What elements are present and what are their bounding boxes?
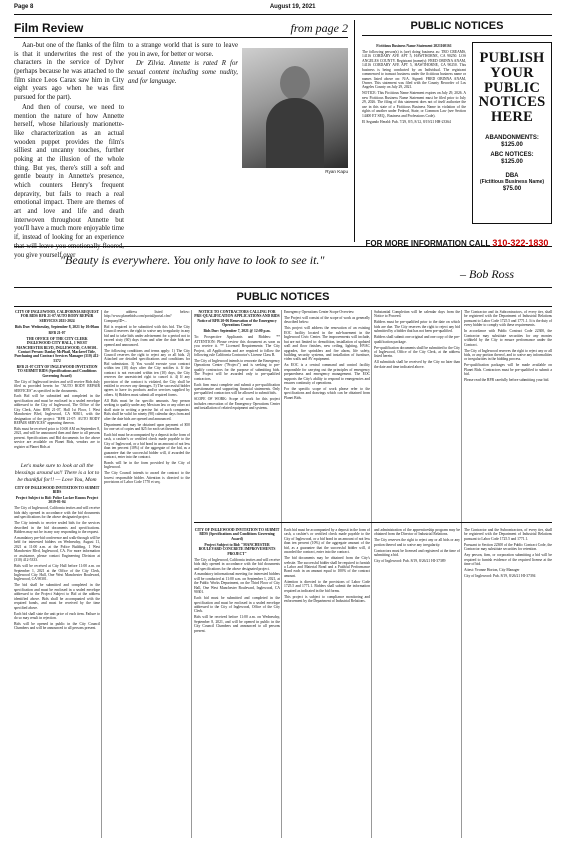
notice-line: Project Subject to Bid: "MANCHESTER BOULEVARD CONCRETE IMPROVEMENTS PROJECT" xyxy=(198,542,276,556)
notice-body: To: Prospective Applicants and Bidders: ** ATTENTION: Please review this document as soon as you receive it. ** Licensed Requirements: The City Project, all Applications and are required to follow the following rule California Contractor's License Class B. xyxy=(194,335,280,357)
film-review-paragraph: Aan-but one of the flanks of the film is that it underwrites the rest of the characters in the service of Dylver (perhaps because he was attached to the film since Leos Carax saw him in City eight years ago when he was first pursued for the part). xyxy=(14,42,124,102)
notice-body: In accordance with Public Contract Code 22300, the Contractor may substitute securities for any monies withheld by the City to ensure performance under the Contract. xyxy=(464,329,552,347)
dba-sub: (Fictitious Business Name) xyxy=(479,178,545,185)
fbn-notice xyxy=(362,44,466,125)
notice-body: The City intends to receive sealed bids for the services described in the bid documents and specifications. Bidders may not be in any way responding to the request. xyxy=(14,521,100,535)
notice-body: Each bid shall state the unit price of each item. Failure to do so may result in rejection. xyxy=(14,611,100,620)
page-number: Page 8 xyxy=(14,4,34,10)
film-review-heading xyxy=(14,20,348,38)
notice-body: The Contractor and the Subcontractors, of every tier, shall be registered with the Department of Industrial Relations pursuant to Labor Code 1725.5 and 1771.1. xyxy=(464,528,552,541)
notice-body: A mandatory informational meeting for interested bidders will be conducted at 11:00 a.m. on September 1, 2021, at the Public Works Department, on the Third Floor of City Hall, One West Manchester Boulevard, Inglewood, CA 90301. xyxy=(194,572,280,595)
call-phone[interactable]: 310-322-1830 xyxy=(492,238,549,248)
notice-column-6 xyxy=(464,310,552,520)
notice-body: Each firm must complete and submit a pre-qualification questionnaire and supporting financial statements. Only pre-qualified contractors will be allowed to submit bids. xyxy=(194,382,280,396)
film-review-column-1 xyxy=(14,42,124,261)
notice-body: Emergency Operations Center Scope Overview xyxy=(284,310,354,314)
notice-line: Bids Due: September 7, 2021 @ 12:00 p.m. xyxy=(203,329,271,334)
column-separator xyxy=(281,310,282,838)
film-review-title: Film Review xyxy=(14,21,84,35)
ad-headline-line: NOTICES xyxy=(478,94,546,111)
notice-body: The City Council intends to award the contract to the lowest responsible bidder. Attention is directed to the provisions of Labor Code 1770 et seq. xyxy=(104,471,190,485)
notice-body: The Project will consist of the scope of work as generally described below: xyxy=(284,315,370,325)
ad-headline xyxy=(473,51,551,125)
notice-heading: Fictitious Business Name Statement 2021160161 xyxy=(376,44,452,48)
notice-body: Pre-qualification packages will be made available on Planet Bids. Contractors must be pre-qualified to submit a bid. xyxy=(464,363,552,377)
notice-body: The City reserves the right to reject any or all bids or any portion thereof and to waive any irregularity. xyxy=(374,538,460,547)
notice-pub: City of Inglewood: Pub. 8/19, 8/26/21 HI-37394 xyxy=(464,573,536,578)
notice-pub: El Segundo Herald: Pub. 7/29, 8/5, 8/12, 8/19/21 HH-23364 xyxy=(362,119,451,124)
notice-body: All Bids must be for specific amounts. Any person seeking to qualify under any Mexican law or any other act shall state in writing a precise list of such companies. Bids shall be valid for ninety (90) calendar days from and after the date bids are opened and announced. xyxy=(104,398,190,421)
notice-body: Bidders must be pre-qualified prior to the date on which bids are due. The City reserves the right to reject any bid submitted by a bidder that has not been pre-qualified. xyxy=(374,320,460,334)
notice-pub: City of Inglewood: Pub. 8/19, 8/26/21 HI-37389 xyxy=(374,559,446,564)
notice-line: THE OFFICE OF THE CITY CLERK INGLEWOOD CITY HALL, 1 WEST MANCHESTER BLVD, INGLEWOOD, CA 90301. Contact Person: Danlay McPhail, Mackerel Title, Purchasing and Contract Services Manager (310) 412-5372 xyxy=(14,336,100,363)
notice-body: Bids will be received at City Hall before 11:00 a.m. on September 1, 2021 at the Office of the City Clerk, Inglewood City Hall, One West Manchester Boulevard, Inglewood, CA 90301. xyxy=(14,564,100,582)
notice-body: NOTICE: This Fictitious Name Statement expires on July 29, 2026. A new Fictitious Business Name Statement must be filed prior to July 29, 2026. The filing of this statement does not of itself authorize the use in this state of a Fictitious Business Name in violation of the rights of another under Federal, State, or Common Law (see Section 14400 ET SEQ., Business and Professions Code). xyxy=(362,91,466,118)
dba-label: DBA xyxy=(505,172,519,179)
quote-author: – Bob Ross xyxy=(460,267,514,281)
notice-column-4 xyxy=(284,310,370,520)
notice-body: A mandatory pre-bid conference and walk-through will be held for interested bidders on Wednesday, August 11, 2021 at 11:00 a.m. at the Police Building, 1 West Manchester Blvd, Inglewood, CA. For more information or assistance, please contact Engineering Division at (310) 412-5333. xyxy=(14,536,100,563)
dba-price: $75.00 xyxy=(502,185,522,192)
notice-body: Each Bid will be submitted and completed in the specification and must be enclosed in a sealed envelope addressed to the City of Inglewood, The Office of the City Clerk, Attn: RFB 21-07, Hall 1st Floor, 1 West Manchester Blvd, Inglewood, CA 90301, with the designation of the project: "RFB 21-07: AUTO BODY REPAIR SERVICES" appearing thereon. xyxy=(14,394,100,426)
notice-body: This project is subject to compliance monitoring and enforcement by the Department of Industrial Relations. xyxy=(284,594,370,604)
reviewer-photo xyxy=(242,48,348,168)
notice-body: This project will address the renovation of an existing EOC facility located in the sub-basement in the Inglewood Civic Center. The improvements will include, but are not limited to: demolition, installation of updated wall and floor finishes, new ceiling, lighting, HVAC upgrades, fire sprinklers and fire alarm, life safety, building security systems, and installation of furniture, video walls and AV equipment. xyxy=(284,326,370,362)
film-review-column-2 xyxy=(128,42,238,87)
notice-body: Bidders shall submit one original and one copy of the pre-qualification package. xyxy=(374,335,460,344)
notice-body: Please read the RFB carefully before submitting your bid. xyxy=(464,378,550,383)
abc-price: $125.00 xyxy=(501,158,523,165)
notice-heading: NOTICE TO CONTRACTORS CALLING FOR PRE-QUALIFICATION APPLICATIONS AND BIDS Notice of RFB 20-06 Renovation of the Emergency Operations Center xyxy=(194,310,280,328)
notice-body: Each bid must be accompanied by a deposit in the form of cash, a cashier's or certified check made payable to the City of Inglewood, or a bid bond in an amount of not less than ten percent (10%) of the aggregate of the bid, as a guarantee that the successful bidder will, if awarded the contract, enter into the contract. xyxy=(104,432,190,460)
lower-notice-column-1 xyxy=(194,528,280,838)
notice-divider xyxy=(194,522,552,523)
notice-body: The bid documents may be obtained from the City's website. The successful bidder shall be required to furnish a Labor and Material Bond and a Faithful Performance Bond each in an amount equal to 100% of the contract amount. xyxy=(284,556,370,578)
notice-body: All submittals shall be received by the City no later than the date and time indicated above. xyxy=(374,360,460,369)
ad-headline-line: PUBLISH xyxy=(479,50,545,66)
ad-headline-line: PUBLIC xyxy=(484,79,540,96)
notice-body: The bid shall be submitted and completed in the specification and must be enclosed in a sealed envelope addressed to the Project Subject to Bid at the address identified above. Bids shall be accompanied with the required bonds, and must be received by the time specified above. xyxy=(14,583,100,610)
notice-body: The City of Inglewood reserves the right to reject any or all bids, or any portion thereof, and to waive any informalities or irregularities in the bidding process. xyxy=(464,348,552,362)
notice-body: The City of Inglewood intends to renovate the Emergency Operations Center ("Project") and is seeking to pre-qualify contractors for the purpose of submitting bids. The Project will be awarded only to pre-qualified contractors. xyxy=(194,358,280,381)
ad-headline-line: YOUR xyxy=(490,64,534,81)
notice-line: Project Subject to Bid: Police Locker Rooms Project 2019-01-04 xyxy=(15,496,99,505)
notice-heading: CITY OF INGLEWOOD, CALIFORNIA REQUEST FOR BIDS RFB 21-07 AUTO BODY REPAIR SERVICES 2021-2024 xyxy=(15,310,99,323)
notice-body: Attest: Yvonne Horton, City Manager xyxy=(464,568,520,572)
notice-body: Attention is directed to the provisions of Labor Code 1725.5 and 1771.1. Bidders shall submit the information required as indicated in the bid forms. xyxy=(284,579,370,593)
notice-column-3 xyxy=(194,310,280,520)
abandonments-price: $125.00 xyxy=(501,141,523,148)
notice-body: An EOC is a central command and control facility responsible for carrying out the principles of emergency preparedness and emergency management. The EOC supports the City's ability to respond to emergencies and ensures continuity of operations. xyxy=(284,363,370,386)
abandonments-label: ABANDONMENTS: xyxy=(485,134,539,141)
notice-body: and administration of the apprenticeship program may be obtained from the Director of Industrial Relations. xyxy=(374,528,460,537)
lower-notice-column-2 xyxy=(284,528,370,838)
notice-body: Bids will be opened in public in the City Council Chambers and will be announced to all persons present. xyxy=(14,621,100,631)
thankful-caption: Let's make sure to look at all the blessings around us!! There is a lot to be thankful for!! — Love You, Mom xyxy=(14,463,100,484)
notice-body: The City of Inglewood, California invites and will receive bids duly opened in accordance with the bid documents and specifications for the above designated project. xyxy=(194,557,280,571)
film-review-continued: from page 2 xyxy=(290,21,348,35)
notice-body: The City of Inglewood, California invites and will receive bids duly opened in accordance with the bid documents and specifications for the above designated project. xyxy=(14,506,100,520)
notice-body: Substantial Completion will be calendar days from the Notice to Proceed. xyxy=(374,310,460,319)
public-notices-top xyxy=(362,20,552,248)
notice-body: Any person, firm, or corporation submitting a bid will be required to furnish evidence of the required license at the time of bid. xyxy=(464,553,552,567)
column-separator xyxy=(101,310,102,838)
notice-body: The Contractor and its Subcontractors, of every tier, shall be registered with the Department of Industrial Relations pursuant to Labor Code 1725.5 and 1771.1. It is the duty of every bidder to comply with these requirements. xyxy=(464,310,552,328)
public-notices-title: PUBLIC NOTICES xyxy=(362,20,552,36)
film-review-paragraph: And then of course, we need to mention the nature of how Annette herself, whose hilariously marionette-like characterization as an actual wooden puppet provides the film's silliest and uncanny touches, further poking at the illusion of the whole thing. But yes, there's still a soft and gentle beauty in Annette's presence, which counters Henry's frequent depravity, but fails to reach a real emotional impact. There are themes of art and love and life and death interwoven throughout Annette but you'll have a much more enjoyable time if, instead of looking for an experience that will leave you emotionally floored, you give yourself over xyxy=(14,103,124,259)
issue-date: August 19, 2021 xyxy=(269,4,316,10)
column-separator xyxy=(461,310,462,838)
lower-notice-column-4 xyxy=(464,528,552,838)
notice-column-2 xyxy=(104,310,190,838)
notice-body: Contractors must be licensed and registered at the time of submitting a bid. xyxy=(374,548,460,558)
notice-body: Department and may be obtained upon payment of $50 for one set of copies and $25 for each set thereafter. xyxy=(104,422,190,431)
abc-label: ABC NOTICES: xyxy=(490,151,534,158)
notice-line: RFB 21-07 xyxy=(48,330,66,335)
publish-notices-ad xyxy=(472,42,552,224)
notice-body: Each bid must be accompanied by a deposit in the form of cash, a cashier's or certified check made payable to the City of Inglewood, or a bid bond in an amount of not less than ten percent (10%) of the aggregate amount of the bid, as a guarantee that the successful bidder will, if awarded the contract, enter into the contract. xyxy=(284,528,370,555)
notice-heading: CITY OF INGLEWOOD INVITATION TO SUBMIT BIDS xyxy=(14,485,100,495)
film-review-paragraph: to a strange world that is sure to leave you in awe, for better or worse. xyxy=(128,42,238,58)
notice-body[interactable]: the address listed below: http://www.planetbids.com/portal/portal.cfm?CompanyID=... xyxy=(104,310,190,323)
quote-banner xyxy=(14,246,552,288)
film-review-signoff: Dr Zilvia. Annette is rated R for sexual content including some nudity, and for language. xyxy=(128,60,238,85)
notice-body: Each bid must be submitted and completed in the specification and must be enclosed in a sealed envelope addressed to the City of Inglewood, Office of the City Clerk. xyxy=(194,596,280,614)
notice-heading: CITY OF INGLEWOOD INVITATION TO SUBMIT BIDS (Specifications and Conditions Governing Award) xyxy=(194,528,280,541)
notice-body: The following person(s) is (are) doing business as: TRO CREAMS, 14116 CORDARY AVE APT 5, HAWTHORNE, CA 90250. LOS ANGELES COUNTY. Registrant (name(s): FRED OBINNA ANAM, 14116 CORDARY AVE APT 5, HAWTHORNE, CA 90250. This business is being conducted by an Individual. The registrant commenced to transact business under the fictitious business name or names listed above on: N/A. Signed: FRED OBINNA ANAM, Owner. This statement was filed with the County Recorder of Los Angeles County on July 29, 2021. xyxy=(362,49,466,90)
lower-notice-column-3 xyxy=(374,528,460,838)
quote-text: "Beauty is everywhere. You only have to look to see it." xyxy=(60,253,325,267)
notice-line: Bids Due: Wednesday, September 8, 2021 by 10:00am xyxy=(14,324,100,329)
notice-column-1 xyxy=(14,310,100,838)
public-notices-bottom-title: PUBLIC NOTICES xyxy=(14,291,552,307)
column-divider xyxy=(354,20,355,242)
notice-body: Bonds will be in the form provided by the City of Inglewood. xyxy=(104,461,190,470)
column-separator xyxy=(191,310,192,838)
notice-body: Bid is required to be submitted with this bid. The City Council reserves the right to waive any irregularity in any bid and to take bids under advisement for a period not to exceed sixty (60) days from and after the date bids are opened and announced. xyxy=(104,324,190,347)
notice-body: The City of Inglewood invites and will receive Bids duly filed as provided herein for "AUTO BODY REPAIR SERVICES" as specified in the documents. xyxy=(14,379,100,393)
ad-headline-line: HERE xyxy=(491,109,533,126)
header-rule xyxy=(14,14,552,15)
notice-body: The following conditions and terms apply: 1) The City Council reserves the right to reject any or all bids. 2) Attached are detailed specifications and conditions for Bid submission. 3) You would execute your contract within ten (10) days after the City notifies it. If the contract is not executed within ten (10) days, the City reserves the unrestricted right to cancel it. 4) If any provision of the contract is violated, the City shall be entitled to recover any damages. 5) The successful bidder agrees to have its products and/or services supplied by others. 6) Bidders must submit all required forms. xyxy=(104,348,190,397)
notice-line: RFB 21-07 CITY OF INGLEWOOD INVITATION TO SUBMIT BIDS (Specifications and Conditions Governing Award) xyxy=(16,364,98,378)
notice-column-5 xyxy=(374,310,460,520)
film-review-column-3 xyxy=(242,42,348,174)
photo-credit: Ryan Kapu xyxy=(325,169,348,174)
notice-body: SCOPE OF WORK: Scope of work for this project includes renovation of the Emergency Operations Center and installation of related equipment and systems. xyxy=(194,397,280,411)
notice-body: For the specific scope of work please refer to the specifications and drawings which can be obtained from Planet Bids. xyxy=(284,387,370,400)
notice-body: Bids will be received before 11:00 a.m. on Wednesday, September 8, 2021, and will be opened in public in the City Council Chambers and announced to all persons present. xyxy=(194,615,280,633)
notice-body: Pre-qualification documents shall be submitted to the City of Inglewood, Office of the City Clerk, at the address listed herein. xyxy=(374,345,460,359)
notice-body: Pursuant to Section 22300 of the Public Contract Code, the Contractor may substitute securities for retention. xyxy=(464,542,552,552)
notice-body: Bids must be received prior to 10:00 AM on September 8, 2021, and will be announced then and there to all persons present. Specifications and Bid documents for the above service are available on Planet Bids, vendors are to register at Planet Bids at xyxy=(14,427,100,449)
call-prefix: FOR MORE INFORMATION CALL xyxy=(365,239,491,248)
column-separator xyxy=(371,310,372,838)
